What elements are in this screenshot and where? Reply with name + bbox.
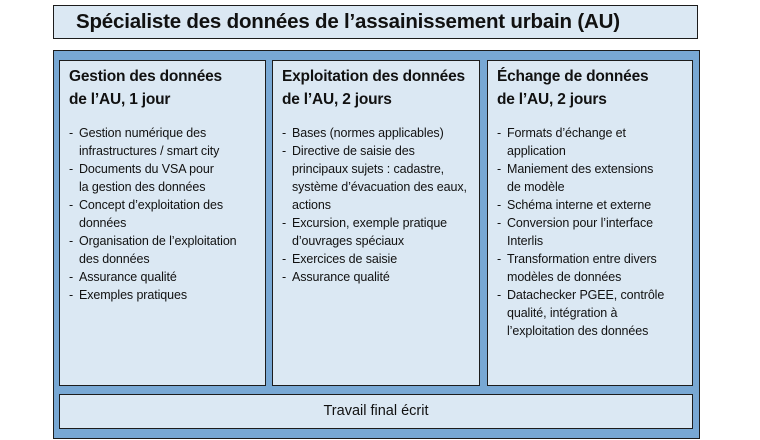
diagram-title: Spécialiste des données de l’assainissement urbain (AU) (53, 5, 698, 39)
topic-item: - Documents du VSA pour la gestion des données (69, 160, 259, 196)
topic-item: - Formats d’échange et application (497, 124, 686, 160)
topic-item: - Directive de saisie des principaux sujets : cadastre, système d’évacuation des eaux, actions (282, 142, 473, 214)
module-topic-list (282, 124, 473, 286)
topic-item: - Assurance qualité (282, 268, 473, 286)
final-work-box: Travail final écrit (59, 394, 693, 429)
topic-item: - Bases (normes applicables) (282, 124, 473, 142)
module-title: Échange de données de l’AU, 2 jours (497, 68, 649, 108)
topic-item: - Concept d’exploitation des données (69, 196, 259, 232)
topic-item: - Conversion pour l’interface Interlis (497, 214, 686, 250)
topic-item: - Schéma interne et externe (497, 196, 686, 214)
module-topic-list (69, 124, 259, 304)
module-data-operation (272, 60, 480, 386)
module-data-exchange (487, 60, 693, 386)
topic-item: - Assurance qualité (69, 268, 259, 286)
topic-item: - Organisation de l’exploitation des données (69, 232, 259, 268)
topic-item: - Datachecker PGEE, contrôle qualité, intégration à l’exploitation des données (497, 286, 686, 340)
module-data-management (59, 60, 266, 386)
topic-item: - Excursion, exemple pratique d’ouvrages spéciaux (282, 214, 473, 250)
module-title: Gestion des données de l’AU, 1 jour (69, 68, 222, 108)
topic-item: - Exercices de saisie (282, 250, 473, 268)
topic-item: - Exemples pratiques (69, 286, 259, 304)
topic-item: - Transformation entre divers modèles de données (497, 250, 686, 286)
module-title: Exploitation des données de l’AU, 2 jours (282, 68, 465, 108)
topic-item: - Gestion numérique des infrastructures / smart city (69, 124, 259, 160)
topic-item: - Maniement des extensions de modèle (497, 160, 686, 196)
module-topic-list (497, 124, 686, 340)
